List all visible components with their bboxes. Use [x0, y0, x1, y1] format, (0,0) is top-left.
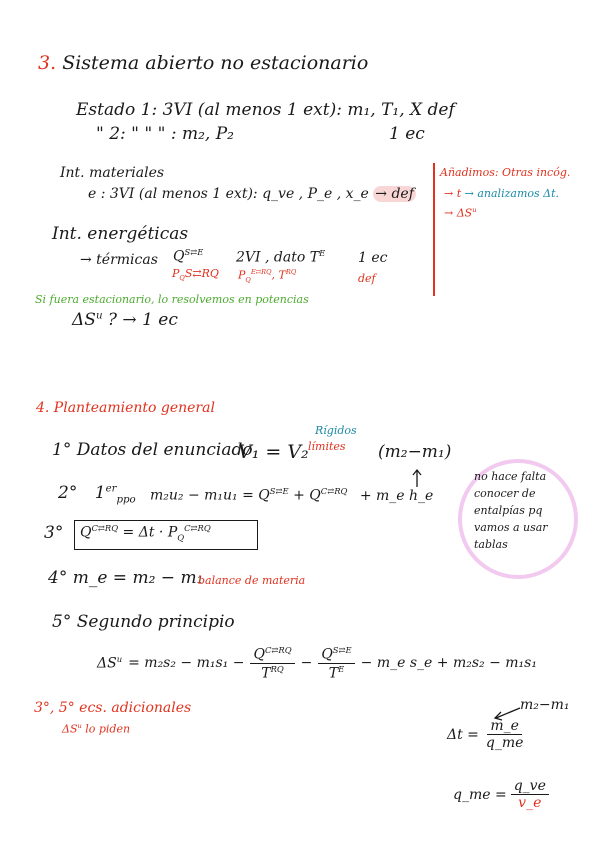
section3-heading	[38, 52, 368, 74]
frac-2-num-sup: S⇄E	[332, 645, 352, 655]
extra-sub	[62, 722, 130, 736]
step-2-eq-main: m₂u₂ − m₁u₁ = Q	[150, 487, 270, 504]
dt-arrow-label: m₂−m₁	[520, 697, 570, 713]
estado-line-2-right: 1 ec	[389, 124, 425, 144]
step-2	[58, 483, 136, 505]
termicas-label: → térmicas	[80, 252, 158, 268]
step-2-num: 2°	[58, 483, 78, 503]
extra-sub-symbol: ΔS	[62, 722, 78, 736]
step-2-ppo: ppo	[116, 494, 136, 506]
delta-su-symbol: ΔS	[72, 310, 96, 330]
extra-title: 3°, 5° ecs. adicionales	[34, 700, 192, 716]
estado-line-2-left: " 2: " " " : m₂, P₂	[96, 124, 234, 144]
step-2-label: 1	[94, 483, 106, 503]
step-3-q-sup: C⇄RQ	[91, 523, 119, 533]
frac-1-den	[258, 664, 287, 682]
entropy-tail: − m_e s_e + m₂s₂ − m₁s₁	[360, 655, 537, 672]
pq-sr-tail: S⇄RQ	[184, 267, 219, 280]
qme-frac	[511, 778, 549, 811]
pq-sr	[172, 267, 219, 282]
pq-er-tail: E⇄RQ	[250, 268, 272, 276]
step-2-eq	[150, 486, 433, 504]
dt-eq	[447, 718, 526, 751]
estado-line-2	[96, 124, 425, 144]
step-5: 5° Segundo principio	[52, 612, 235, 632]
pq-er	[238, 268, 296, 284]
dt-lhs: Δt =	[447, 726, 479, 743]
pq-sr-p: P	[172, 267, 180, 280]
entropy-frac-2	[318, 645, 354, 681]
frac-2-num-q: Q	[321, 646, 333, 663]
step-1-mass: (m₂−m₁)	[378, 442, 452, 462]
entropy-lhs-sup: u	[116, 654, 123, 665]
t-rq-sup: RQ	[285, 268, 297, 276]
side-note-2	[444, 187, 559, 200]
entropy-frac-1	[250, 645, 294, 681]
step-3-sup2: C⇄RQ	[184, 523, 211, 533]
int-materiales-eq	[88, 186, 416, 202]
delta-su-sup: u	[95, 310, 103, 322]
section3-number: 3.	[38, 52, 57, 74]
red-def: def	[358, 272, 376, 285]
pq-sr-sub: Q	[179, 274, 185, 283]
circle-note	[474, 468, 548, 553]
entropy-lhs	[97, 654, 122, 672]
step-2-eq-sup1: S⇄E	[269, 486, 289, 496]
section3-title: Sistema abierto no estacionario	[62, 52, 369, 74]
estado-line-1: Estado 1: 3VI (al menos 1 ext): m₁, T₁, X def	[76, 100, 455, 120]
arrow-up-icon	[412, 468, 422, 488]
qme-lhs: q_me =	[453, 786, 507, 803]
int-materiales-def: → def	[375, 186, 414, 202]
rigidos-note: Rígidos	[315, 424, 357, 437]
step-1-eq: V₁ = V₂	[238, 441, 309, 463]
q-dato	[236, 248, 325, 266]
frac-2-num	[318, 645, 354, 664]
entropy-lhs-symbol: ΔS	[97, 655, 117, 672]
side-note-3-sup: u	[472, 206, 477, 214]
q-se	[173, 247, 203, 265]
delta-su-tail: ? → 1 ec	[107, 310, 178, 330]
step-4: 4° m_e = m₂ − m₁	[48, 568, 204, 588]
q-dato-sup: E	[319, 248, 326, 258]
section4-title: 4. Planteamiento general	[36, 400, 215, 416]
dt-num: m_e	[487, 718, 522, 735]
limites-note: límites	[308, 440, 346, 453]
step-1-label: 1° Datos del enunciado	[52, 440, 253, 460]
int-materiales-label: Int. materiales	[60, 165, 165, 181]
entropy-mid: = m₂s₂ − m₁s₁ −	[128, 655, 245, 672]
side-note-2-t: → t	[444, 187, 462, 200]
side-note-3-text: → ΔS	[444, 206, 473, 220]
q-ec: 1 ec	[358, 250, 388, 266]
entropy-eq	[97, 645, 537, 681]
pq-er-p: P	[238, 268, 246, 282]
int-materiales-formula: e : 3VI (al menos 1 ext): q_ve , P_e , x_e	[88, 186, 369, 202]
dt-den: q_me	[485, 735, 524, 751]
t-rq: , T	[271, 268, 286, 282]
circle-note-line-3: entalpías pq	[474, 504, 543, 517]
step-3-q: Q	[80, 524, 92, 541]
circle-note-line-2: conocer de	[474, 487, 536, 500]
green-note: Si fuera estacionario, lo resolvemos en potencias	[35, 293, 309, 306]
circle-note-line-1: no hace falta	[474, 470, 547, 483]
qme-num: q_ve	[511, 778, 549, 795]
int-energeticas-label: Int. energéticas	[52, 224, 189, 244]
step-3-eq-main: = Δt · P	[122, 524, 178, 541]
dt-frac	[483, 718, 527, 751]
frac-1-den-sup: RQ	[270, 663, 284, 674]
step-3-num: 3°	[44, 523, 64, 543]
step-2-eq-tail: + m_e h_e	[359, 487, 434, 504]
side-note-2-blue: → analizamos Δt.	[464, 187, 559, 200]
side-note-3	[444, 206, 476, 220]
frac-1-num-q: Q	[253, 646, 265, 663]
frac-2-den	[326, 664, 347, 682]
extra-sub-tail: lo piden	[85, 722, 131, 736]
side-note-1: Añadimos: Otras incóg.	[440, 166, 571, 179]
q-se-symbol: Q	[173, 248, 185, 265]
entropy-minus: −	[300, 655, 313, 672]
step-3-eq	[80, 523, 211, 542]
frac-1-den-t: T	[261, 665, 271, 682]
step-2-eq-sup2: C⇄RQ	[320, 486, 348, 496]
side-divider	[433, 163, 435, 296]
step-2-eq-plus: + Q	[293, 487, 321, 504]
frac-2-den-sup: E	[338, 663, 345, 674]
q-se-sup: S⇄E	[184, 247, 204, 257]
extra-sub-sup: u	[77, 722, 82, 730]
qme-den: v_e	[518, 795, 542, 811]
qme-eq	[453, 778, 549, 811]
step-1	[52, 440, 253, 460]
pq-er-sub: Q	[245, 275, 251, 284]
step-4-note: balance de materia	[198, 574, 306, 587]
frac-2-den-t: T	[328, 665, 339, 682]
step-2-sup: er	[105, 483, 117, 495]
circle-note-line-5: tablas	[474, 538, 508, 551]
step-3-sub: Q	[177, 532, 185, 543]
frac-1-num	[250, 645, 294, 664]
q-dato-text: 2VI , dato T	[236, 249, 320, 266]
delta-su	[72, 310, 178, 330]
frac-1-num-sup: C⇄RQ	[264, 645, 292, 655]
circle-note-line-4: vamos a usar	[474, 521, 548, 534]
